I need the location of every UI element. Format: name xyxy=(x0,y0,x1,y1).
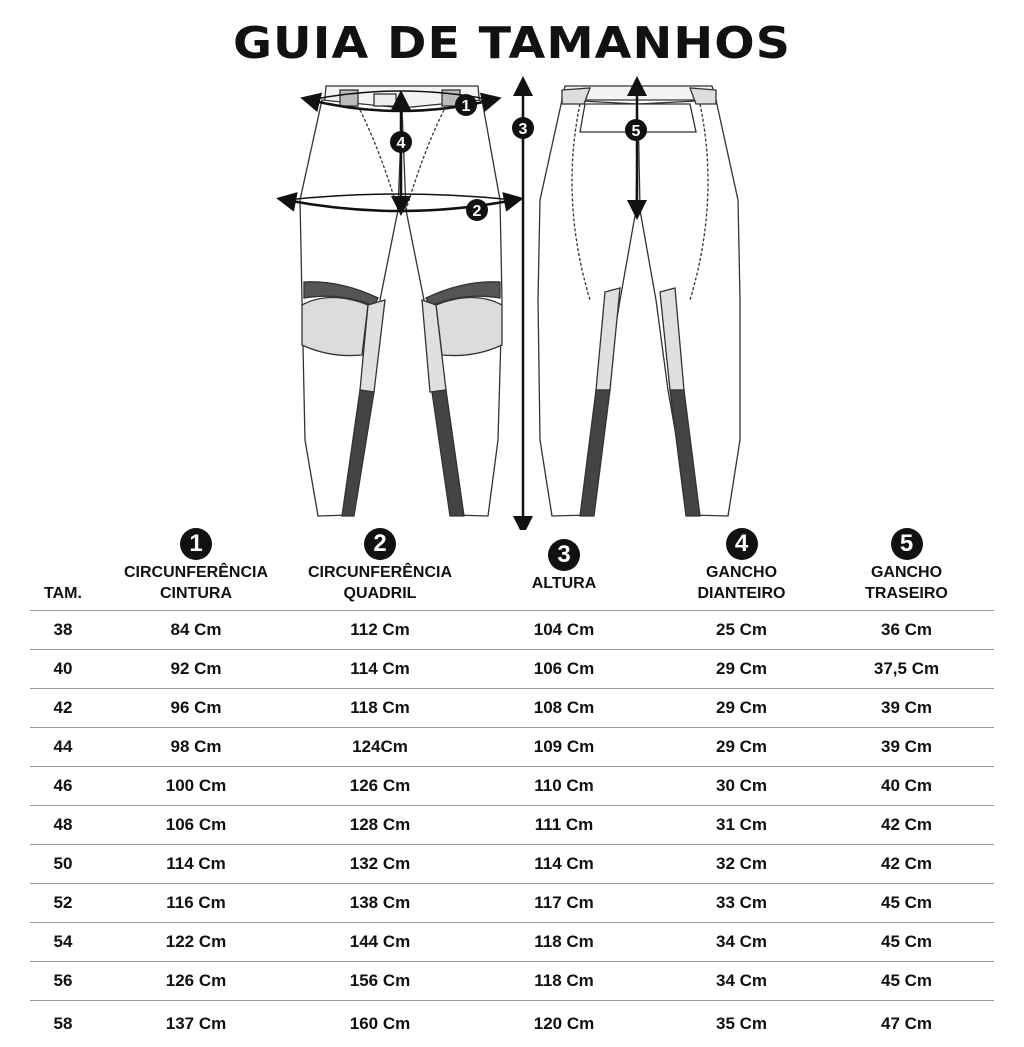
measurement-cell: 98 Cm xyxy=(96,728,296,767)
measurement-cell: 138 Cm xyxy=(296,884,464,923)
measurement-cell: 108 Cm xyxy=(464,689,664,728)
measurement-cell: 118 Cm xyxy=(464,923,664,962)
size-cell: 56 xyxy=(30,962,96,1001)
measurement-cell: 39 Cm xyxy=(819,689,994,728)
header-line1: GANCHO xyxy=(819,562,994,583)
measurement-cell: 25 Cm xyxy=(664,611,819,650)
table-row xyxy=(30,962,994,1001)
header-number-badge: 2 xyxy=(364,528,396,560)
measurement-cell: 118 Cm xyxy=(296,689,464,728)
measurement-cell: 29 Cm xyxy=(664,650,819,689)
marker-number: 5 xyxy=(632,123,641,140)
size-table xyxy=(30,528,994,1047)
measurement-cell: 114 Cm xyxy=(296,650,464,689)
size-cell: 52 xyxy=(30,884,96,923)
measurement-cell: 34 Cm xyxy=(664,962,819,1001)
measurement-cell: 36 Cm xyxy=(819,611,994,650)
table-body xyxy=(30,611,994,1047)
measurement-cell: 109 Cm xyxy=(464,728,664,767)
table-row xyxy=(30,611,994,650)
measurement-cell: 160 Cm xyxy=(296,1001,464,1047)
size-cell: 44 xyxy=(30,728,96,767)
header-waist xyxy=(96,528,296,611)
size-cell: 50 xyxy=(30,845,96,884)
measurement-cell: 156 Cm xyxy=(296,962,464,1001)
measurement-cell: 100 Cm xyxy=(96,767,296,806)
measurement-cell: 112 Cm xyxy=(296,611,464,650)
measurement-cell: 45 Cm xyxy=(819,962,994,1001)
measurement-cell: 114 Cm xyxy=(96,845,296,884)
marker-number: 2 xyxy=(473,203,482,220)
measurement-cell: 33 Cm xyxy=(664,884,819,923)
measurement-cell: 122 Cm xyxy=(96,923,296,962)
measurement-cell: 106 Cm xyxy=(464,650,664,689)
measurement-cell: 47 Cm xyxy=(819,1001,994,1047)
marker-4 xyxy=(390,131,412,153)
measurement-cell: 116 Cm xyxy=(96,884,296,923)
measurement-cell: 96 Cm xyxy=(96,689,296,728)
table-row xyxy=(30,650,994,689)
table-row xyxy=(30,923,994,962)
table-row xyxy=(30,806,994,845)
measurement-cell: 110 Cm xyxy=(464,767,664,806)
measurement-cell: 35 Cm xyxy=(664,1001,819,1047)
table-row xyxy=(30,689,994,728)
table-row xyxy=(30,845,994,884)
marker-number: 3 xyxy=(519,121,528,138)
marker-number: 1 xyxy=(462,98,471,115)
header-line2: QUADRIL xyxy=(296,583,464,604)
measurement-cell: 30 Cm xyxy=(664,767,819,806)
header-number-badge: 1 xyxy=(180,528,212,560)
measurement-cell: 124Cm xyxy=(296,728,464,767)
measurement-cell: 31 Cm xyxy=(664,806,819,845)
header-line1: CIRCUNFERÊNCIA xyxy=(296,562,464,583)
measurement-cell: 39 Cm xyxy=(819,728,994,767)
measurement-cell: 106 Cm xyxy=(96,806,296,845)
measurement-cell: 34 Cm xyxy=(664,923,819,962)
table-row xyxy=(30,767,994,806)
marker-2 xyxy=(466,199,488,221)
marker-5 xyxy=(625,119,647,141)
table-row xyxy=(30,728,994,767)
size-cell: 40 xyxy=(30,650,96,689)
measurement-cell: 45 Cm xyxy=(819,884,994,923)
size-cell: 42 xyxy=(30,689,96,728)
measurement-cell: 137 Cm xyxy=(96,1001,296,1047)
table-row xyxy=(30,884,994,923)
measurement-cell: 29 Cm xyxy=(664,728,819,767)
header-line1: GANCHO xyxy=(664,562,819,583)
back-pants xyxy=(538,86,740,516)
measurement-cell: 114 Cm xyxy=(464,845,664,884)
measurement-cell: 84 Cm xyxy=(96,611,296,650)
marker-3 xyxy=(512,117,534,139)
measurement-cell: 126 Cm xyxy=(296,767,464,806)
measurement-cell: 92 Cm xyxy=(96,650,296,689)
measurement-cell: 40 Cm xyxy=(819,767,994,806)
size-cell: 38 xyxy=(30,611,96,650)
measurement-cell: 37,5 Cm xyxy=(819,650,994,689)
measurement-cell: 120 Cm xyxy=(464,1001,664,1047)
header-number-badge: 3 xyxy=(548,539,580,571)
header-line2: TAM. xyxy=(30,583,96,604)
page-title: GUIA DE TAMANHOS xyxy=(0,18,1024,69)
measurement-cell: 118 Cm xyxy=(464,962,664,1001)
size-cell: 48 xyxy=(30,806,96,845)
header-front-rise xyxy=(664,528,819,611)
measurement-cell: 144 Cm xyxy=(296,923,464,962)
size-table-container xyxy=(30,528,994,1047)
header-number-badge: 5 xyxy=(891,528,923,560)
header-size xyxy=(30,528,96,611)
measurement-cell: 117 Cm xyxy=(464,884,664,923)
measurement-cell: 132 Cm xyxy=(296,845,464,884)
header-back-rise xyxy=(819,528,994,611)
header-line2: TRASEIRO xyxy=(819,583,994,604)
measurement-cell: 128 Cm xyxy=(296,806,464,845)
size-cell: 46 xyxy=(30,767,96,806)
measurement-cell: 111 Cm xyxy=(464,806,664,845)
header-line2: CINTURA xyxy=(96,583,296,604)
header-line2: DIANTEIRO xyxy=(664,583,819,604)
measurement-cell: 42 Cm xyxy=(819,806,994,845)
header-line2: ALTURA xyxy=(464,573,664,594)
size-cell: 58 xyxy=(30,1001,96,1047)
table-header-row xyxy=(30,528,994,611)
measurement-cell: 32 Cm xyxy=(664,845,819,884)
header-line1: CIRCUNFERÊNCIA xyxy=(96,562,296,583)
header-height xyxy=(464,528,664,611)
marker-1 xyxy=(455,94,477,116)
measurement-cell: 104 Cm xyxy=(464,611,664,650)
header-number-badge: 4 xyxy=(726,528,758,560)
size-cell: 54 xyxy=(30,923,96,962)
measurement-cell: 29 Cm xyxy=(664,689,819,728)
measurement-cell: 42 Cm xyxy=(819,845,994,884)
measurement-cell: 126 Cm xyxy=(96,962,296,1001)
header-hip xyxy=(296,528,464,611)
marker-number: 4 xyxy=(397,135,406,152)
measurement-cell: 45 Cm xyxy=(819,923,994,962)
